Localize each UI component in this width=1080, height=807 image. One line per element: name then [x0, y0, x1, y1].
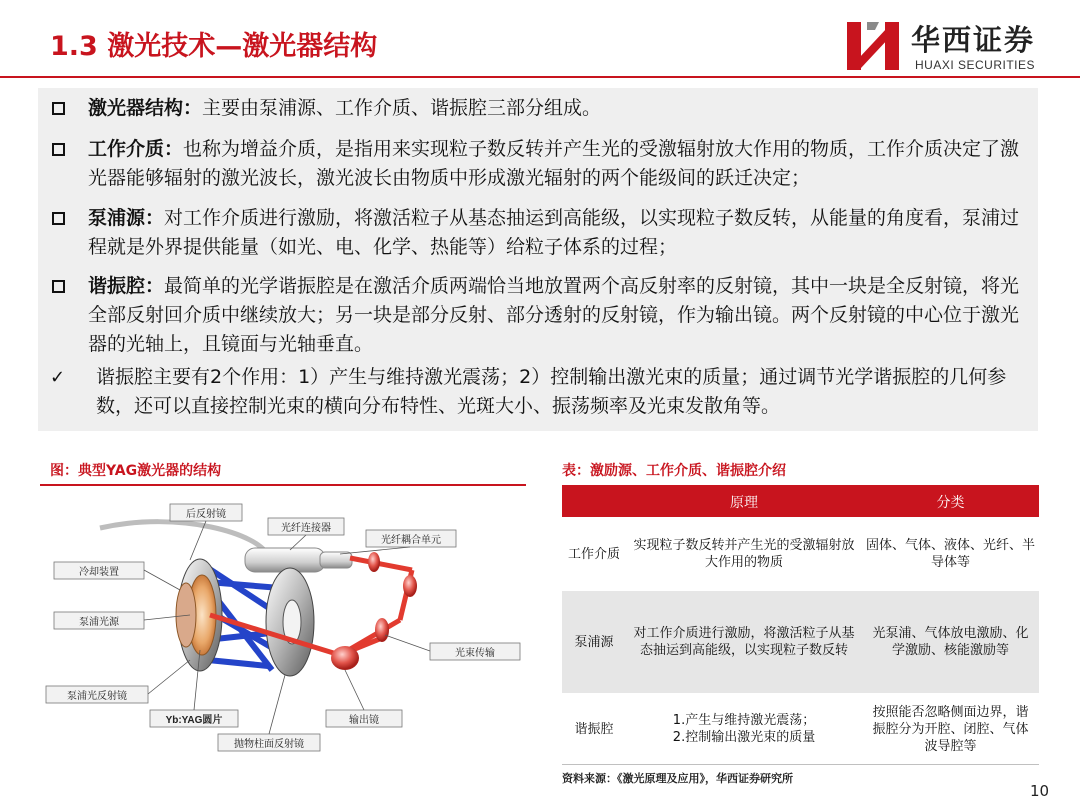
square-bullet-icon [52, 143, 65, 156]
huaxi-logo-icon [845, 18, 903, 74]
source-note: 资料来源：《激光原理及应用》，华西证券研究所 [562, 772, 793, 785]
beam-lens-3 [368, 552, 380, 572]
row-name: 谐振腔 [574, 721, 614, 737]
row-principle: 对工作介质进行激励，将激活粒子从基态抽运到高能级，以实现粒子数反转 [633, 626, 855, 658]
bullet-term: 激光器结构： [88, 97, 203, 119]
label-fiber-connector: 光纤连接器 [281, 523, 331, 534]
intro-table [562, 485, 1039, 765]
label-pump-reflector: 泵浦光反射镜 [67, 691, 127, 702]
bullet-text: 对工作介质进行激励，将激活粒子从基态抽运到高能级，以实现粒子数反转，从能量的角度看，泵浦过程就是外界提供能量（如光、电、化学、热能等）给粒子体系的过程； [88, 207, 1020, 258]
fiber-coupling-body [320, 552, 352, 568]
output-mirror-shape [331, 646, 359, 670]
row-category: 固体、气体、液体、光纤、半导体等 [866, 538, 1036, 570]
table-row [562, 517, 1039, 591]
square-bullet-icon [52, 212, 65, 225]
row-principle: 1.产生与维持激光震荡； 2.控制输出激光束的质量 [672, 713, 816, 745]
logo-chinese-name: 华西证券 [911, 23, 1036, 57]
label-rear-mirror: 后反射镜 [186, 509, 226, 520]
table-bottom-rule [562, 764, 1039, 765]
header-category: 分类 [936, 495, 965, 511]
fiber-cable [100, 522, 268, 556]
bullet-term: 谐振腔： [88, 275, 165, 297]
title-divider [0, 76, 1080, 78]
page-number: 10 [1030, 782, 1050, 800]
beam-lens-2 [403, 575, 417, 597]
header-principle: 原理 [730, 495, 758, 511]
label-pump-source: 泵浦光源 [79, 617, 119, 628]
label-parabolic-mirror: 抛物柱面反射镜 [234, 739, 304, 750]
row-principle: 实现粒子数反转并产生光的受激辐射放大作用的物质 [633, 538, 855, 570]
label-fiber-coupling: 光纤耦合单元 [381, 535, 441, 546]
company-logo [845, 16, 1065, 76]
table-row [562, 693, 1039, 765]
label-yag-disk: Yb:YAG圆片 [165, 715, 223, 726]
bullet-term: 泵浦源： [88, 207, 165, 229]
cooling-block [176, 583, 196, 647]
figure-title: 图：典型YAG激光器的结构 [50, 463, 222, 479]
bullet-term: 工作介质： [88, 138, 184, 160]
row-category: 按照能否忽略侧面边界，谐振腔分为开腔、闭腔、气体波导腔等 [872, 704, 1029, 754]
bullet-text: 最简单的光学谐振腔是在激活介质两端恰当地放置两个高反射率的反射镜，其中一块是全反射镜，将光全部反射回介质中继续放大；另一块是部分反射、部分透射的反射镜，作为输出镜。两个反射镜的中心位于激光器的光轴上，且镜面与光轴垂直。 [88, 275, 1020, 355]
label-output-mirror: 输出镜 [349, 715, 379, 726]
row-name: 泵浦源 [574, 634, 614, 650]
fiber-connector-body [245, 548, 325, 572]
checkmark-icon: ✓ [50, 367, 66, 388]
square-bullet-icon [52, 102, 65, 115]
beam-lens-1 [375, 618, 389, 642]
table-header-row [562, 485, 1039, 517]
table-title: 表：激励源、工作介质、谐振腔介绍 [562, 463, 786, 479]
page-title: 1.3 激光技术—激光器结构 [50, 31, 378, 62]
row-category: 光泵浦、气体放电激励、化学激励、核能激励等 [872, 626, 1029, 658]
bullet-text: 也称为增益介质，是指用来实现粒子数反转并产生光的受激辐射放大作用的物质，工作介质决定了激光器能够辐射的激光波长，激光波长由物质中形成激光辐射的两个能级间的跃迁决定； [88, 138, 1020, 189]
figure-divider [40, 484, 526, 486]
logo-english-name: HUAXI SECURITIES [915, 58, 1036, 72]
check-note-text: 谐振腔主要有2个作用：1）产生与维持激光震荡；2）控制输出激光束的质量；通过调节光学谐振腔的几何参数，还可以直接控制光束的横向分布特性、光斑大小、振荡频率及光束发散角等。 [96, 366, 1007, 417]
row-name: 工作介质 [567, 546, 620, 562]
yag-laser-diagram [40, 490, 526, 765]
intro-panel [38, 88, 1038, 431]
table-row [562, 591, 1039, 693]
label-cooling: 冷却装置 [79, 567, 119, 578]
square-bullet-icon [52, 280, 65, 293]
bullet-text: 主要由泵浦源、工作介质、谐振腔三部分组成。 [202, 97, 602, 119]
label-beam-transmission: 光束传输 [455, 648, 495, 659]
